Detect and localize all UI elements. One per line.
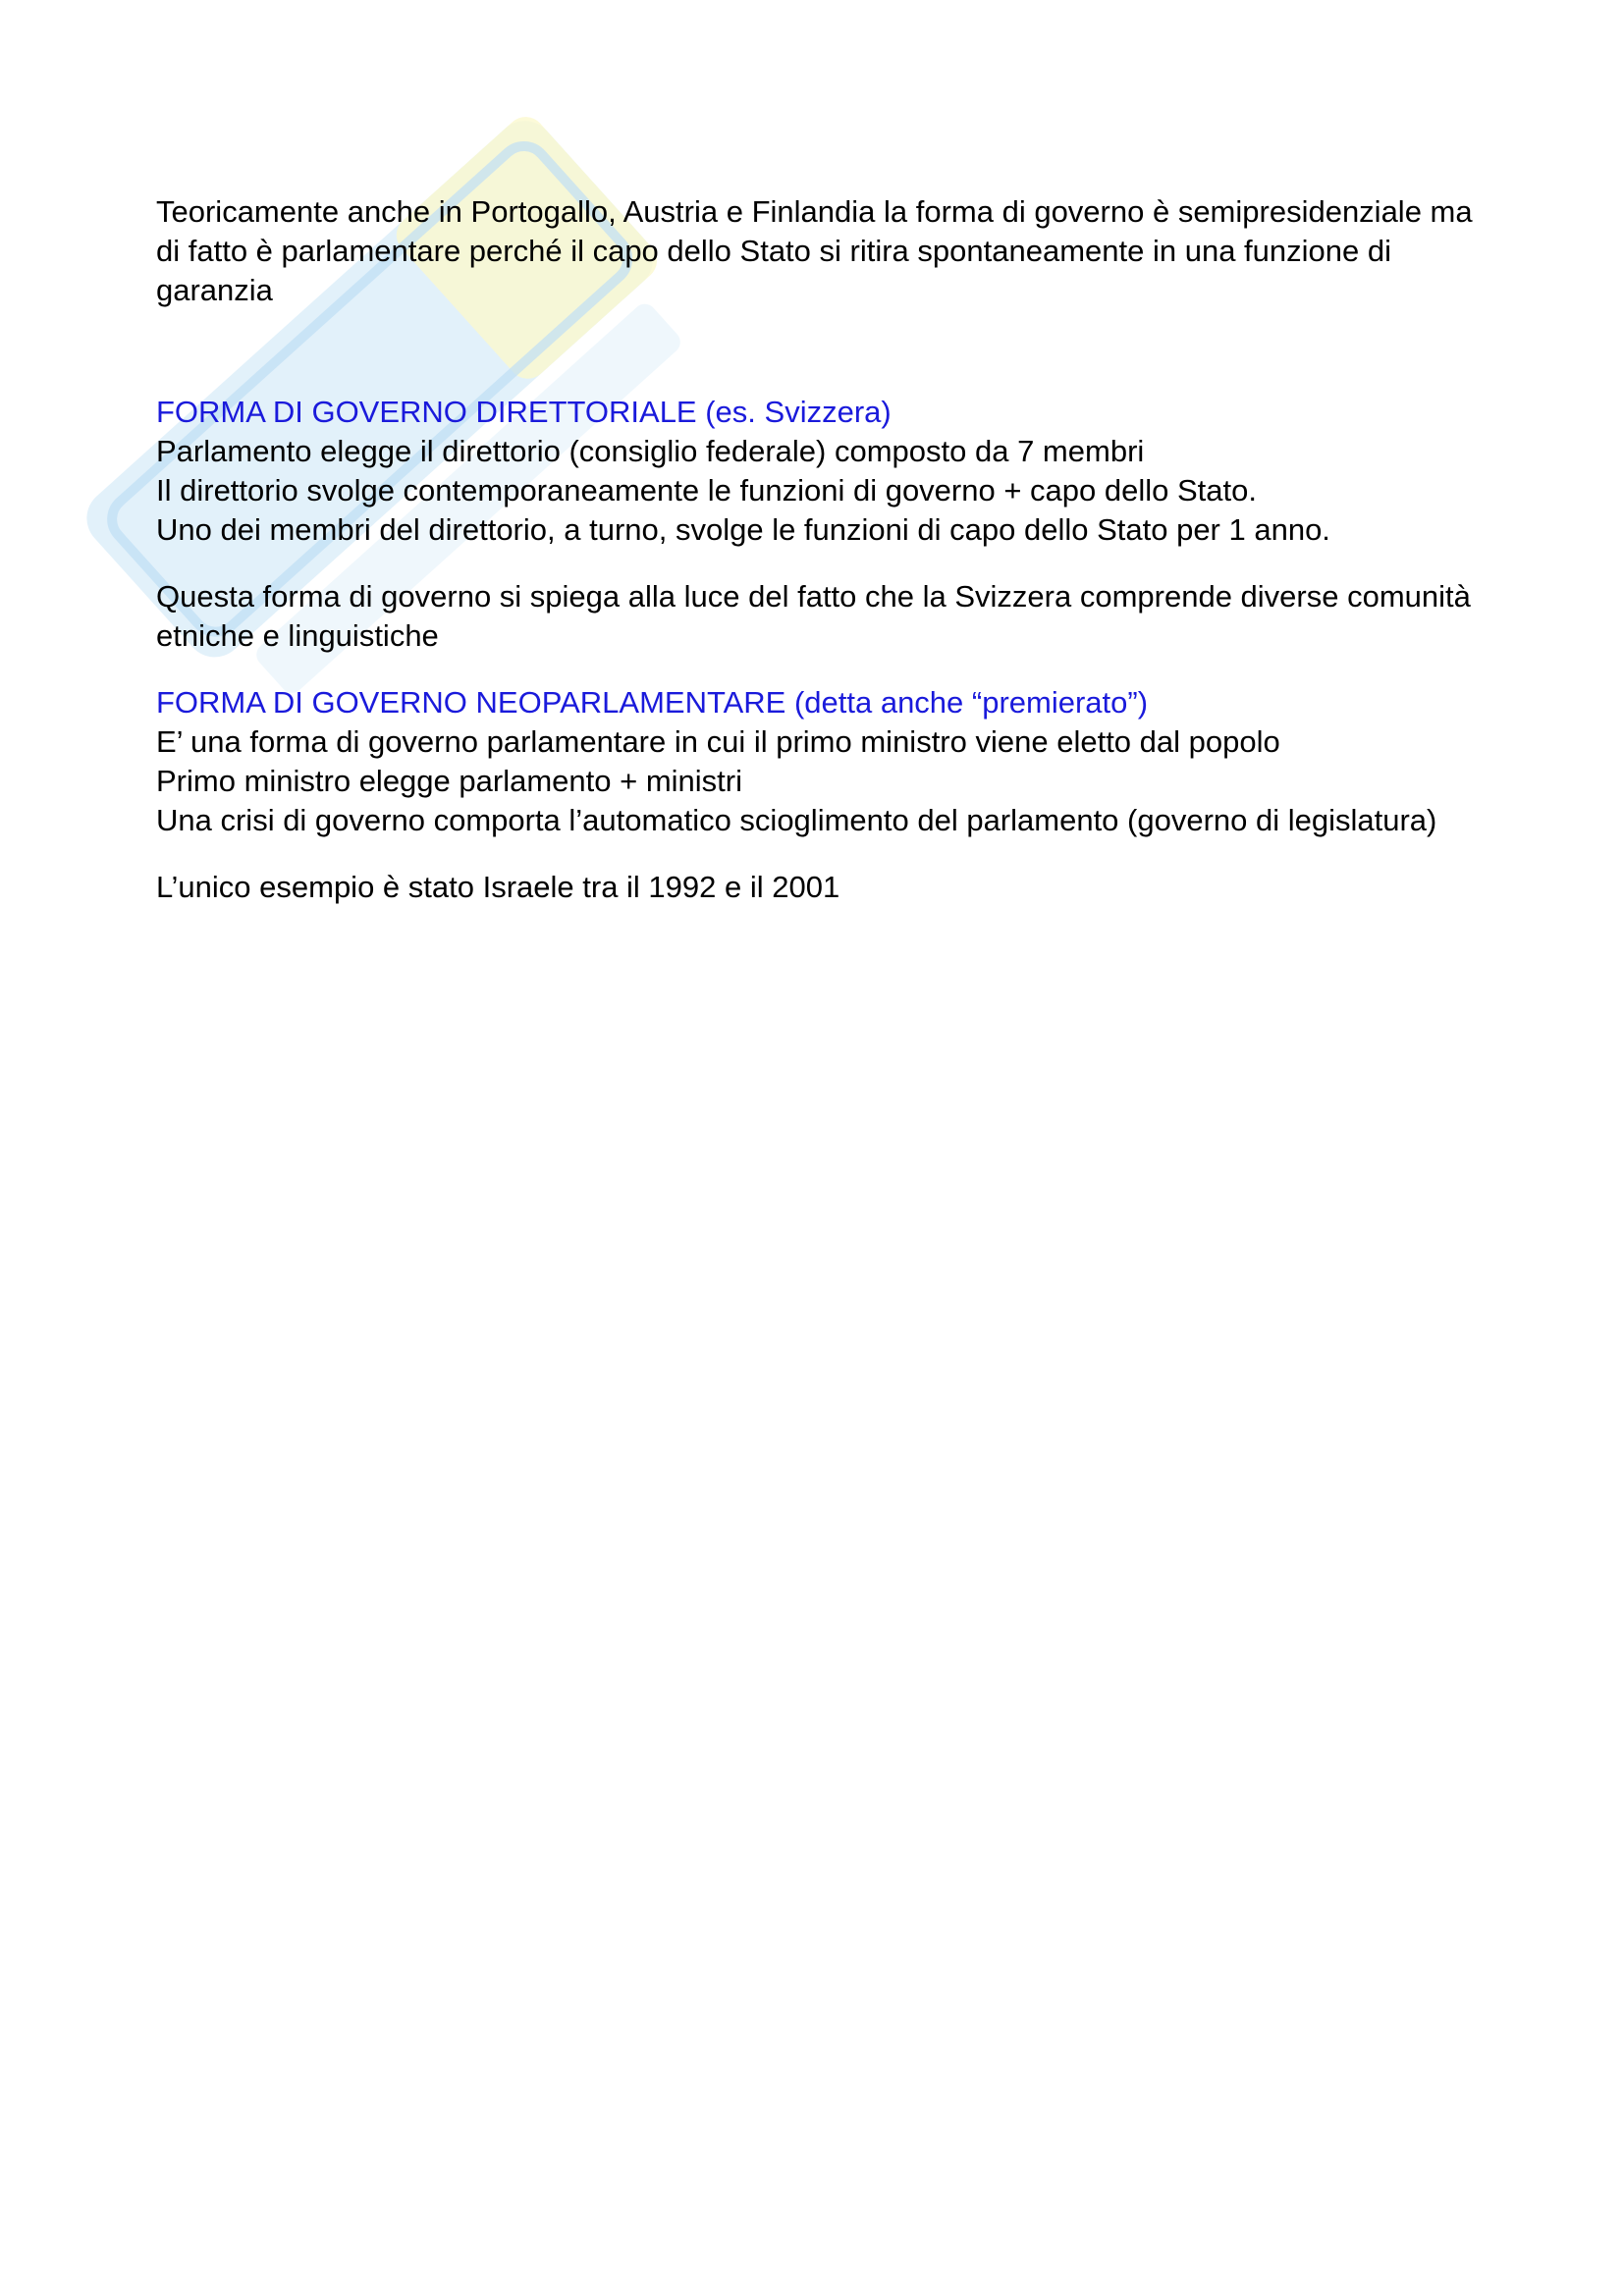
section-heading-direttoriale: FORMA DI GOVERNO DIRETTORIALE (es. Svizzera): [156, 395, 892, 429]
section-heading-neoparlamentare: FORMA DI GOVERNO NEOPARLAMENTARE (detta anche “premierato”): [156, 685, 1149, 720]
spacer: [156, 656, 1491, 683]
body-line: Una crisi di governo comporta l’automatico scioglimento del parlamento (governo di legislatura): [156, 803, 1437, 837]
body-line: Il direttorio svolge contemporaneamente le funzioni di governo + capo dello Stato.: [156, 473, 1257, 507]
body-line: Questa forma di governo si spiega alla luce del fatto che la Svizzera comprende diverse comunità: [156, 579, 1471, 614]
intro-line: garanzia: [156, 273, 273, 307]
document-body: [156, 192, 1491, 907]
body-line: E’ una forma di governo parlamentare in cui il primo ministro viene eletto dal popolo: [156, 724, 1280, 759]
intro-line: di fatto è parlamentare perché il capo dello Stato si ritira spontaneamente in una funzione di: [156, 234, 1391, 268]
spacer: [156, 840, 1491, 868]
body-line: Uno dei membri del direttorio, a turno, svolge le funzioni di capo dello Stato per 1 anno.: [156, 512, 1330, 547]
body-line: etniche e linguistiche: [156, 618, 439, 653]
body-line: Parlamento elegge il direttorio (consiglio federale) composto da 7 membri: [156, 434, 1145, 468]
spacer: [156, 550, 1491, 577]
intro-line: Teoricamente anche in Portogallo, Austria e Finlandia la forma di governo è semipresidenziale ma: [156, 194, 1473, 229]
body-line: L’unico esempio è stato Israele tra il 1992 e il 2001: [156, 870, 840, 904]
body-line: Primo ministro elegge parlamento + ministri: [156, 764, 742, 798]
spacer: [156, 310, 1491, 393]
